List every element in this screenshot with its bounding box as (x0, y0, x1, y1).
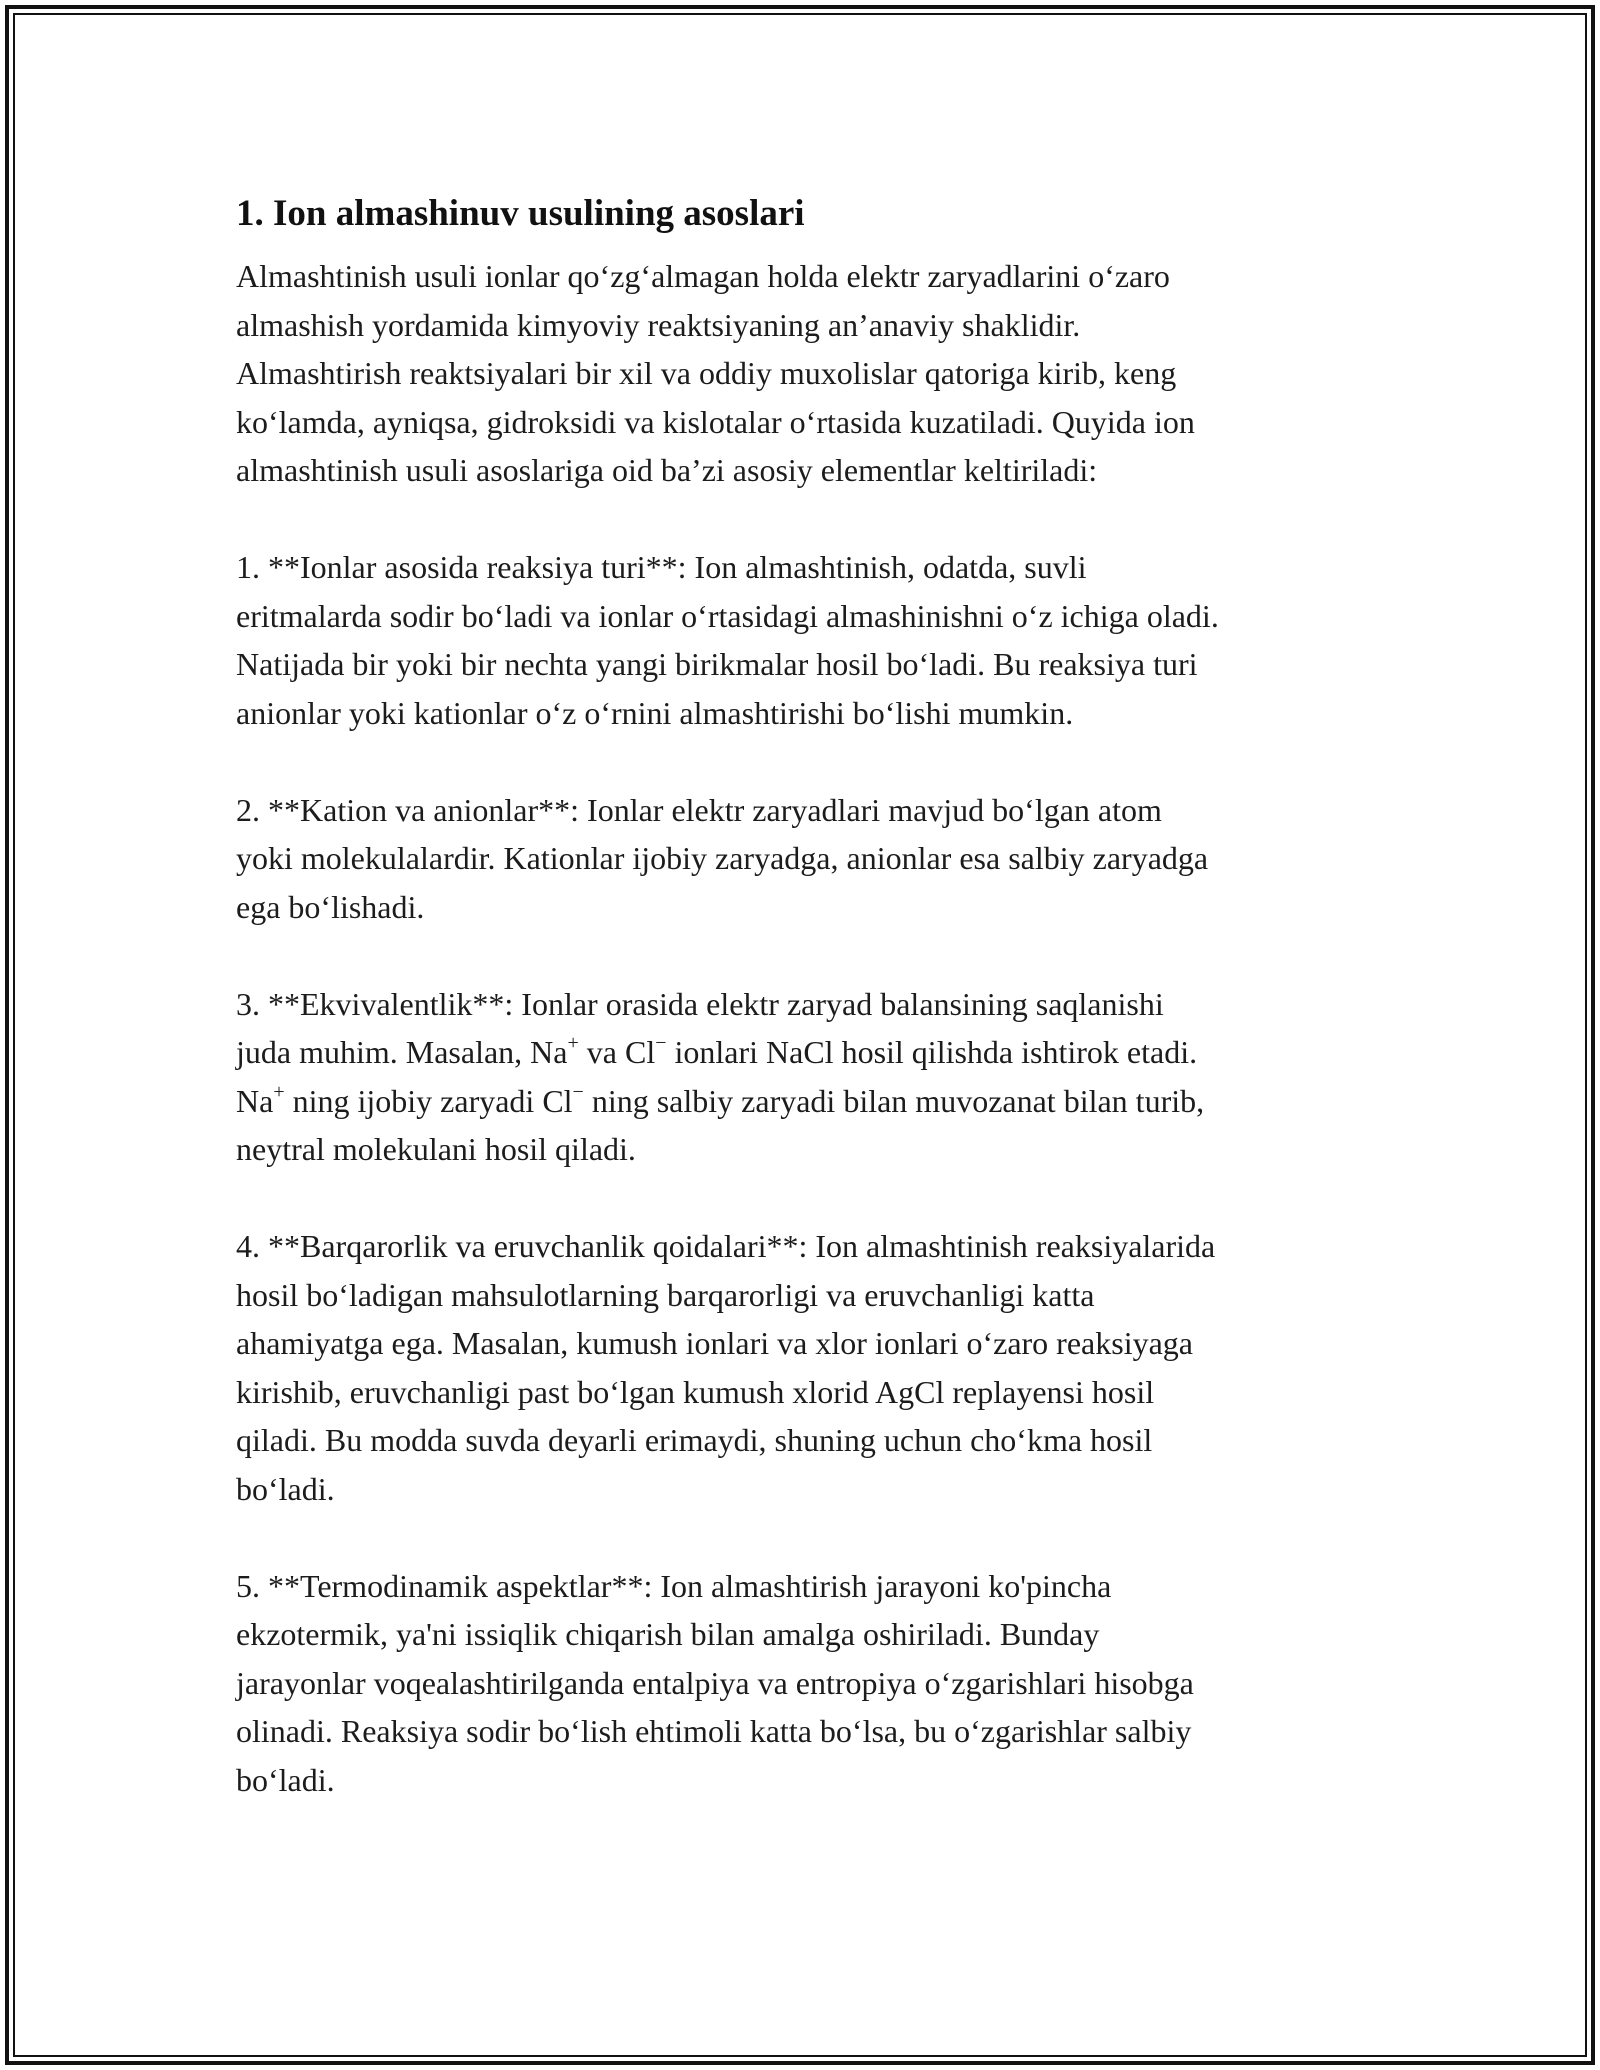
text-line: jarayonlar voqealashtirilganda entalpiya va entropiya oʻzgarishlari hisobga (236, 1664, 1194, 1701)
text-line: Natijada bir yoki bir nechta yangi birikmalar hosil boʻladi. Bu reaksiya turi (236, 646, 1198, 682)
list-item-1 (236, 543, 1366, 737)
text-line: Almashtinish usuli ionlar qoʻzgʻalmagan holda elektr zaryadlarini oʻzaro (236, 258, 1170, 294)
text-line: neytral molekulani hosil qiladi. (236, 1131, 636, 1167)
text-line: 1. **Ionlar asosida reaksiya turi**: Ion almashtinish, odatda, suvli (236, 549, 1087, 585)
text-segment: va Cl (578, 1034, 656, 1070)
document-body (236, 186, 1366, 1853)
text-line: hosil boʻladigan mahsulotlarning barqarorligi va eruvchanligi katta (236, 1276, 1095, 1313)
text-segment: ionlari NaCl hosil qilishda ishtirok etadi. (666, 1034, 1198, 1070)
text-line: boʻladi. (236, 1470, 335, 1507)
text-segment: ning ijobiy zaryadi Cl (284, 1082, 573, 1119)
text-line: eritmalarda sodir boʻladi va ionlar oʻrtasidagi almashinishni oʻz ichiga oladi. (236, 597, 1219, 634)
intro-paragraph (236, 252, 1366, 495)
text-line: kirishib, eruvchanligi past boʻlgan kumush xlorid AgCl replayensi hosil (236, 1373, 1155, 1410)
text-line: ahamiyatga ega. Masalan, kumush ionlari va xlor ionlari oʻzaro reaksiyaga (236, 1325, 1193, 1361)
text-line: anionlar yoki kationlar oʻz oʻrnini almashtirishi boʻlishi mumkin. (236, 694, 1074, 731)
text-line-with-ions (236, 1077, 1366, 1126)
sodium-charge-sup: + (567, 1032, 579, 1055)
text-line: almashtinish usuli asoslariga oid baʼzi asosiy elementlar keltiriladi: (236, 452, 1098, 488)
text-line: koʻlamda, ayniqsa, gidroksidi va kislotalar oʻrtasida kuzatiladi. Quyida ion (236, 403, 1195, 440)
text-line-with-ions (236, 1028, 1366, 1077)
text-line: qiladi. Bu modda suvda deyarli erimaydi, shuning uchun choʻkma hosil (236, 1422, 1153, 1458)
text-line: boʻladi. (236, 1761, 335, 1798)
list-item-5 (236, 1562, 1366, 1805)
text-line: 5. **Termodinamik aspektlar**: Ion almashtirish jarayoni ko'pincha (236, 1567, 1112, 1604)
sodium-charge-sup: + (273, 1080, 285, 1103)
chloride-charge-sup: − (655, 1032, 667, 1055)
text-segment: Na (236, 1082, 274, 1119)
text-line: yoki molekulalardir. Kationlar ijobiy zaryadga, anionlar esa salbiy zaryadga (236, 840, 1209, 876)
chloride-charge-sup: − (572, 1080, 584, 1103)
list-item-2 (236, 786, 1366, 932)
text-line: 4. **Barqarorlik va eruvchanlik qoidalari**: Ion almashtinish reaksiyalarida (236, 1228, 1216, 1264)
text-segment: ning salbiy zaryadi bilan muvozanat bilan turib, (583, 1082, 1205, 1119)
text-segment: juda muhim. Masalan, Na (236, 1034, 568, 1070)
text-line: olinadi. Reaksiya sodir boʻlish ehtimoli katta boʻlsa, bu oʻzgarishlar salbiy (236, 1713, 1192, 1749)
text-line: 2. **Kation va anionlar**: Ionlar elektr zaryadlari mavjud boʻlgan atom (236, 791, 1162, 828)
text-line: Almashtirish reaktsiyalari bir xil va oddiy muxolislar qatoriga kirib, keng (236, 355, 1177, 391)
document-title: 1. Ion almashinuv usulining asoslari (236, 193, 805, 234)
text-line: almashish yordamida kimyoviy reaktsiyaning an’anaviy shaklidir. (236, 306, 1081, 343)
text-line: ekzotermik, ya'ni issiqlik chiqarish bilan amalga oshiriladi. Bunday (236, 1616, 1100, 1652)
text-line: 3. **Ekvivalentlik**: Ionlar orasida elektr zaryad balansining saqlanishi (236, 985, 1164, 1022)
list-item-3 (236, 980, 1366, 1174)
list-item-4 (236, 1222, 1366, 1513)
text-line: ega boʻlishadi. (236, 888, 425, 925)
